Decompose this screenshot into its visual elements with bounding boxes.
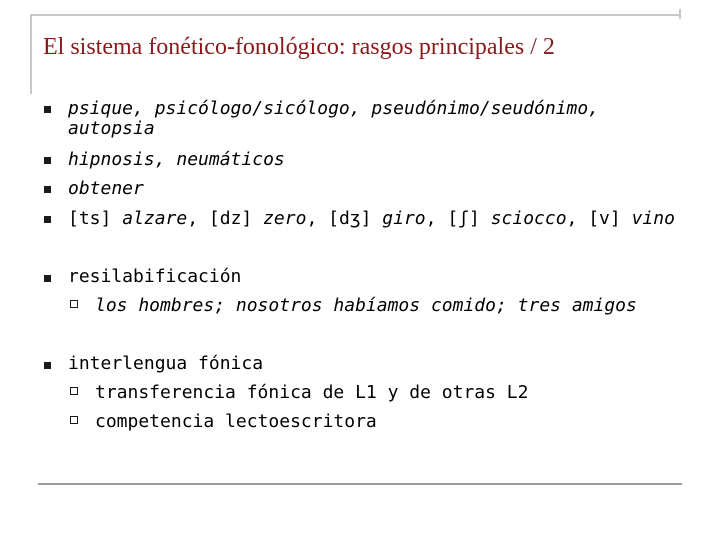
sub-list-item: los hombres; nosotros habíamos comido; tres amigos <box>95 295 637 316</box>
sub-bullet-box-icon <box>70 300 78 308</box>
example-word: alzare <box>122 208 188 229</box>
list-item-line: resilabificación <box>68 266 242 287</box>
example-word: sciocco <box>490 208 567 229</box>
list-item-line: psique, psicólogo/sicólogo, pseudónimo/seudónimo, <box>68 98 600 119</box>
list-item-line: hipnosis, neumáticos <box>68 149 285 170</box>
frame-top-line <box>30 14 681 16</box>
bullet-square-icon <box>44 275 51 282</box>
bullet-square-icon <box>44 186 51 193</box>
list-item-line <box>68 208 675 229</box>
list-item-line: interlengua fónica <box>68 353 264 374</box>
bullet-square-icon <box>44 216 51 223</box>
list-item-line: autopsia <box>68 118 155 139</box>
sub-bullet-box-icon <box>70 416 78 424</box>
example-word: giro <box>382 208 426 229</box>
phone-label: , [dz] <box>187 208 264 229</box>
phone-label: , [v] <box>566 208 632 229</box>
bullet-square-icon <box>44 362 51 369</box>
example-word: zero <box>263 208 307 229</box>
phone-label: [ts] <box>68 208 123 229</box>
sub-bullet-box-icon <box>70 387 78 395</box>
slide-title: El sistema fonético-fonológico: rasgos principales / 2 <box>43 34 555 60</box>
phone-label: , [ʃ] <box>425 208 491 229</box>
bullet-square-icon <box>44 106 51 113</box>
phone-label: , [dʒ] <box>306 208 383 229</box>
sub-list-item: competencia lectoescritora <box>95 411 377 432</box>
frame-corner-mark <box>679 9 681 19</box>
list-item-line: obtener <box>68 178 144 199</box>
bullet-square-icon <box>44 157 51 164</box>
sub-list-item: transferencia fónica de L1 y de otras L2 <box>95 382 529 403</box>
example-word: vino <box>631 208 675 229</box>
frame-bottom-line <box>38 483 682 485</box>
frame-left-line <box>30 14 32 94</box>
